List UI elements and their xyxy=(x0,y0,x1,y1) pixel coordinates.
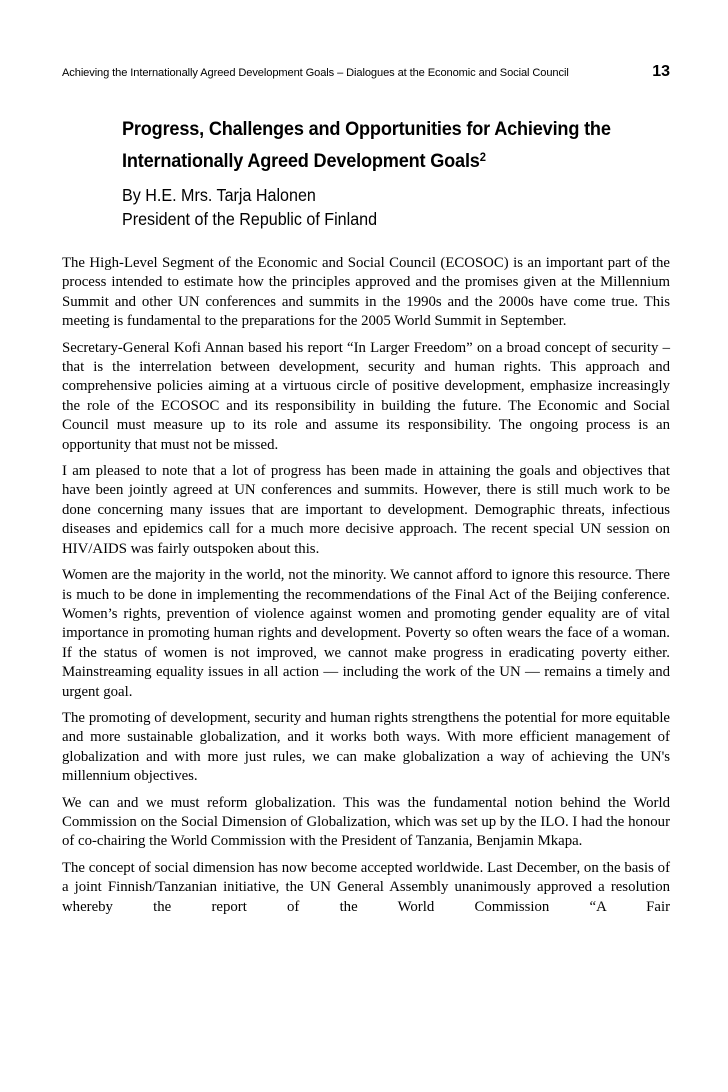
article-title xyxy=(122,115,643,175)
article-heading xyxy=(122,115,682,231)
footnote-mark: 2 xyxy=(479,150,486,164)
paragraph: The concept of social dimension has now become accepted worldwide. Last December, on the basis of a joint Finnish/Tanzanian initiative, the UN General Assembly unanimously approved a resolution whereby the report of the World Commission “A Fair xyxy=(62,859,670,915)
byline-role: President of the Republic of Finland xyxy=(122,209,378,229)
byline-author: By H.E. Mrs. Tarja Halonen xyxy=(122,185,316,205)
page-number: 13 xyxy=(652,63,670,80)
byline xyxy=(122,183,637,231)
paragraph: The promoting of development, security and human rights strengthens the potential for more equitable and more sustainable globalization, and it works both ways. With more efficient management of globalization and with more just rules, we can make globalization a way of achieving the UN's millennium objectives. xyxy=(62,709,670,785)
running-header xyxy=(62,63,670,81)
paragraph: Secretary-General Kofi Annan based his report “In Larger Freedom” on a broad concept of security – that is the interrelation between development, security and human rights. This approach and comprehensive policies aiming at a virtuous circle of positive development, emphasize increasingly the role of the ECOSOC and its responsibility in building the future. The Economic and Social Council must measure up to its role and assume its responsibility. The ongoing process is an opportunity that must not be missed. xyxy=(62,339,670,453)
paragraph: Women are the majority in the world, not the minority. We cannot afford to ignore this resource. There is much to be done in implementing the recommendations of the Final Act of the Beijing conference. Women’s rights, prevention of violence against women and promoting gender equality are of vital importance in promoting human rights and development. Poverty so often wears the face of a woman. If the status of women is not improved, we cannot make progress in eradicating poverty either. Mainstreaming equality issues in all action — including the work of the UN — remains a timely and urgent goal. xyxy=(62,567,670,700)
paragraph: The High-Level Segment of the Economic and Social Council (ECOSOC) is an important part of the process intended to estimate how the principles approved and the promises given at the Millennium Summit and other UN conferences and summits in the 1990s and the 2000s have come true. This meeting is fundamental to the preparations for the 2005 World Summit in September. xyxy=(62,255,670,330)
title-line-1: Progress, Challenges and Opportunities for Achieving the xyxy=(122,118,611,140)
running-title: Achieving the Internationally Agreed Development Goals – Dialogues at the Economic and Social Council xyxy=(62,67,569,79)
paragraph: We can and we must reform globalization. This was the fundamental notion behind the World Commission on the Social Dimension of Globalization, which was set up by the ILO. I had the honour of co-chairing the World Commission with the President of Tanzania, Benjamin Mkapa. xyxy=(62,794,670,850)
article-body xyxy=(62,254,670,924)
paragraph: I am pleased to note that a lot of progress has been made in attaining the goals and objectives that have been jointly agreed at UN conferences and summits. However, there is still much work to be done concerning many issues that are important to development. Demographic threats, infectious diseases and epidemics call for a much more decisive approach. The recent special UN session on HIV/AIDS was fairly outspoken about this. xyxy=(62,463,670,557)
title-line-2: Internationally Agreed Development Goals xyxy=(122,150,480,172)
